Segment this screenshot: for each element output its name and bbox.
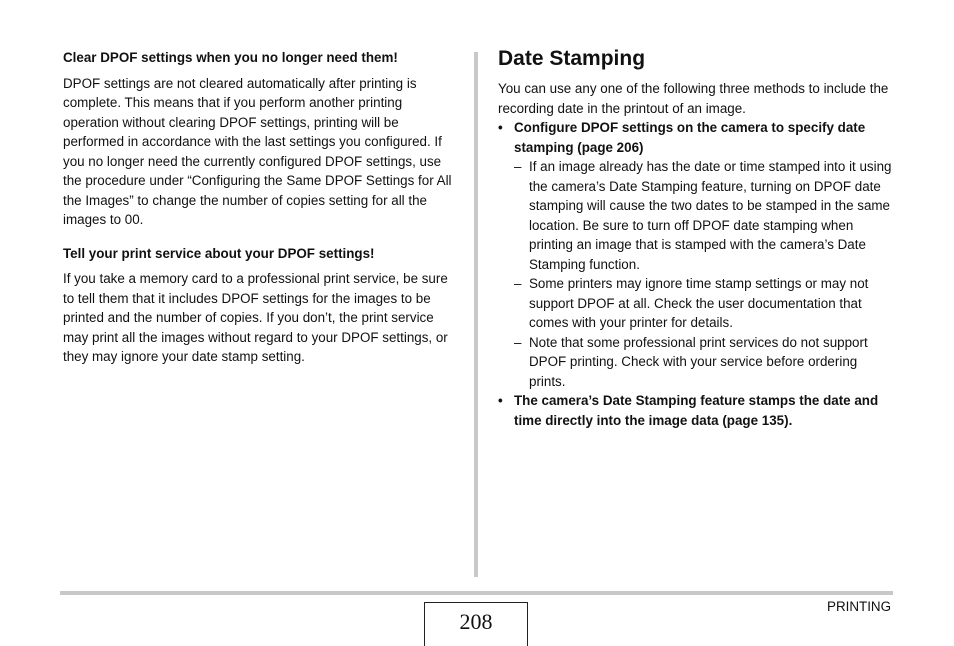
bullet-item-dpof (498, 118, 893, 157)
dash-item (498, 157, 893, 274)
footer-rule (60, 591, 893, 595)
clear-dpof-heading: Clear DPOF settings when you no longer need them! (63, 50, 398, 65)
bullet-icon: • (498, 393, 503, 408)
section-label: PRINTING (827, 599, 891, 614)
dash-text: Some printers may ignore time stamp settings or may not support DPOF at all. Check the user documentation that comes with your printer for details. (529, 276, 869, 330)
dash-icon: – (514, 334, 522, 350)
print-service-heading: Tell your print service about your DPOF settings! (63, 245, 375, 261)
bullet-item-camera-stamp (498, 391, 893, 430)
dash-icon: – (514, 159, 522, 174)
bullet-text: The camera’s Date Stamping feature stamps the date and time directly into the image data (page 135). (514, 393, 879, 428)
page-number: 208 (424, 602, 528, 646)
dash-item (498, 333, 893, 392)
dash-text: Note that some professional print services do not support DPOF printing. Check with your service before ordering prints. (529, 334, 868, 389)
intro-paragraph: You can use any one of the following three methods to include the recording date in the printout of an image. (498, 81, 889, 116)
clear-dpof-paragraph: DPOF settings are not cleared automatically after printing is complete. This means that if you perform another printing operation without clearing DPOF settings, printing will be performed in accordance with the last settings you configured. If you no longer need the currently configured DPOF settings, use the procedure under “Configuring the Same DPOF Settings for All the Images” to change the number of copies setting for all the images to 00. (63, 75, 452, 227)
dash-text: If an image already has the date or time stamped into it using the camera’s Date Stamping feature, turning on DPOF date stamping will cause the two dates to be stamped in the same location. Be sure to turn off DPOF date stamping when printing an image that is stamped with the camera’s Date Stamping function. (529, 159, 892, 272)
bullet-icon: • (498, 120, 503, 135)
bullet-text: Configure DPOF settings on the camera to specify date stamping (page 206) (514, 120, 866, 155)
left-column (63, 46, 458, 367)
dash-icon: – (514, 276, 522, 291)
print-service-paragraph: If you take a memory card to a professional print service, be sure to tell them that it includes DPOF settings for the images to be printed and the number of copies. If you don’t, the print service may print all the images without regard to your DPOF settings, or they may ignore your date stamp setting. (63, 271, 448, 364)
page-title: Date Stamping (498, 47, 646, 70)
dash-item (498, 274, 893, 333)
column-divider (474, 52, 478, 577)
right-column (498, 46, 893, 430)
